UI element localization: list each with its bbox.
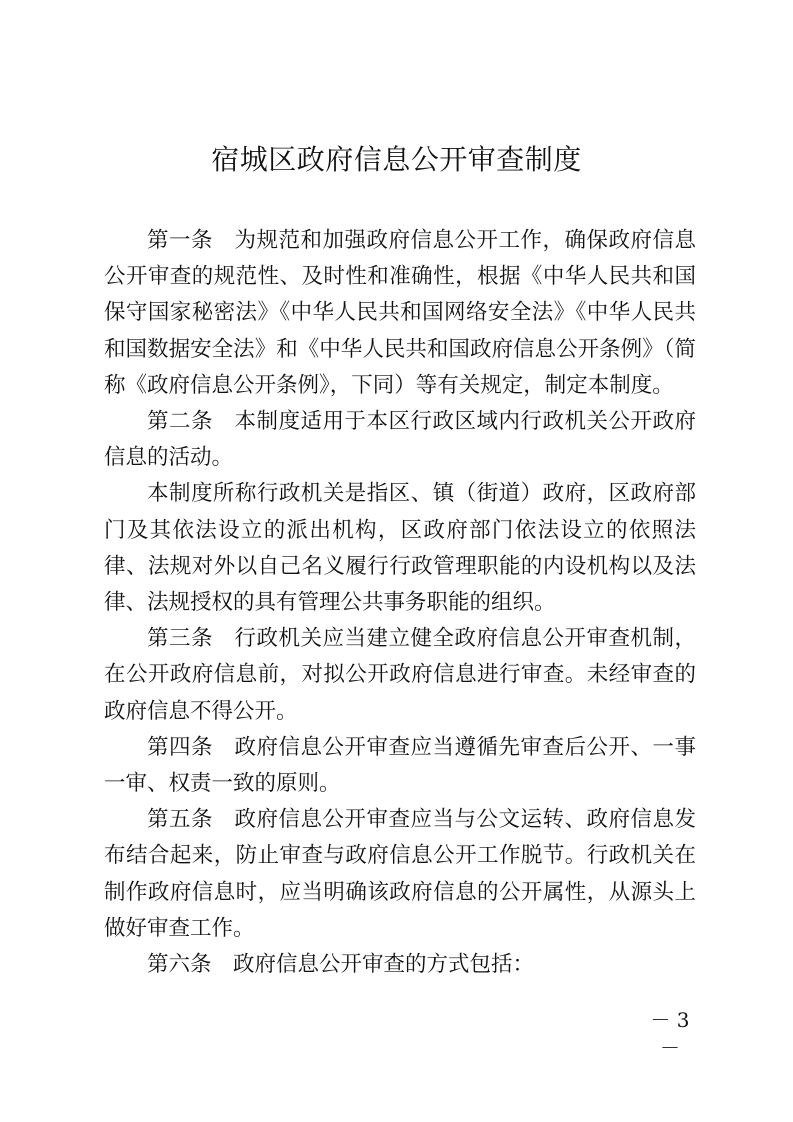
article-text: 政府信息公开审查应当遵循先审查后公开、一事一审、权责一致的原则。 (104, 734, 696, 797)
article-number: 第五条 (147, 807, 213, 833)
article-text: 政府信息公开审查的方式包括： (233, 952, 535, 978)
article-3-paragraph (104, 621, 696, 730)
article-number: 第三条 (147, 626, 213, 652)
article-text: 本制度适用于本区行政区域内行政机关公开政府信息的活动。 (104, 409, 696, 471)
article-number: 第六条 (147, 952, 212, 978)
page-number: － 3 － (650, 1008, 690, 1060)
article-2-continuation-paragraph (104, 476, 696, 621)
article-1-paragraph (104, 223, 696, 404)
article-4-paragraph (104, 730, 696, 802)
document-body (104, 223, 696, 983)
article-2-paragraph (104, 404, 696, 476)
article-number: 第二条 (147, 409, 213, 435)
document-title: 宿城区政府信息公开审查制度 (211, 143, 582, 176)
article-6-paragraph (104, 947, 696, 983)
article-number: 第一条 (147, 228, 213, 253)
article-text: 本制度所称行政机关是指区、镇（街道）政府，区政府部门及其依法设立的派出机构，区政府部门依法设立的依照法律、法规对外以自己名义履行行政管理职能的内设机构以及法律、法规授权的具有管理公共事务职能的组织。 (104, 481, 696, 616)
article-text: 政府信息公开审查应当与公文运转、政府信息发布结合起来，防止审查与政府信息公开工作脱节。行政机关在制作政府信息时，应当明确该政府信息的公开属性，从源头上做好审查工作。 (104, 807, 696, 941)
article-5-paragraph (104, 802, 696, 947)
article-text: 行政机关应当建立健全政府信息公开审查机制，在公开政府信息前，对拟公开政府信息进行审查。未经审查的政府信息不得公开。 (104, 626, 696, 724)
article-text: 为规范和加强政府信息公开工作，确保政府信息公开审查的规范性、及时性和准确性，根据《中华人民共和国保守国家秘密法》《中华人民共和国网络安全法》《中华人民共和国数据安全法》和《中华人民共和国政府信息公开条例》（简称《政府信息公开条例》，下同）等有关规定，制定本制度。 (104, 228, 696, 398)
article-number: 第四条 (147, 734, 213, 760)
